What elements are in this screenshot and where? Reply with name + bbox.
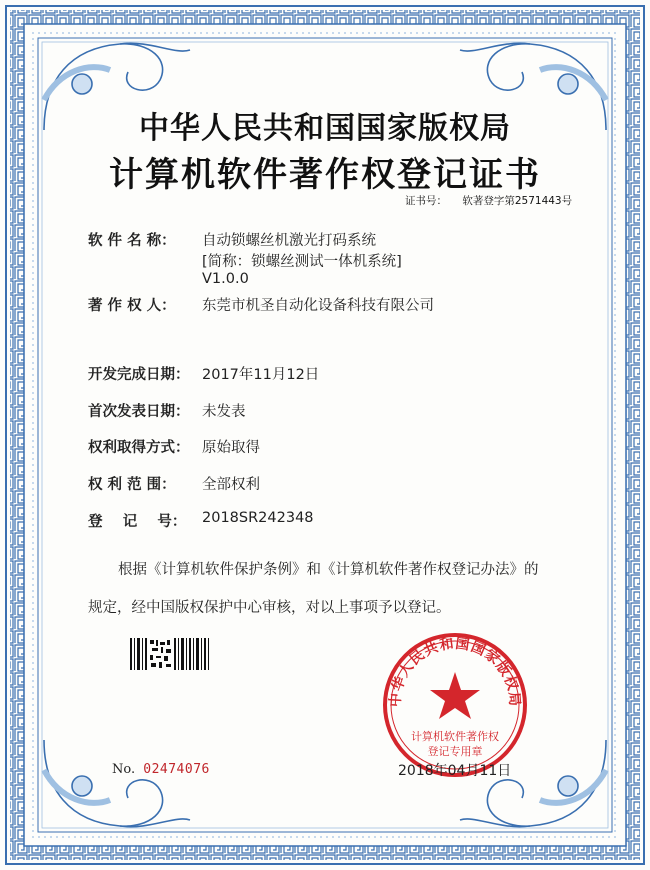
issue-date: 2018年04月11日 [398, 763, 512, 779]
dev-date-label: 开发完成日期： [88, 367, 190, 383]
owner-label: 著 作 权 人： [88, 298, 176, 314]
serial-number-label: No. [112, 762, 136, 777]
seal-inner-line-2: 登记专用章 [427, 745, 483, 758]
seal-ring-text: 中华人民共和国国家版权局 [387, 635, 523, 708]
serial-number [112, 762, 210, 777]
statement-line-2: 规定，经中国版权保护中心审核，对以上事项予以登记。 [88, 600, 451, 616]
software-version: V1.0.0 [202, 271, 249, 287]
acquire-method-value: 原始取得 [202, 440, 260, 456]
dev-date-row [88, 363, 320, 384]
software-name-label: 软 件 名 称： [88, 233, 176, 249]
dev-date-value: 2017年11月12日 [202, 367, 320, 383]
acquire-method-row [88, 436, 260, 457]
software-name-row [88, 229, 376, 250]
publish-date-value: 未发表 [202, 404, 246, 420]
barcode-icon [130, 638, 210, 670]
seal-star-icon [430, 672, 480, 719]
statement-line-1: 根据《计算机软件保护条例》和《计算机软件著作权登记办法》的 [118, 562, 539, 578]
owner-value: 东莞市机圣自动化设备科技有限公司 [202, 298, 434, 314]
issuing-authority: 中华人民共和国国家版权局 [139, 111, 511, 146]
certificate-number [405, 193, 572, 208]
acquire-method-label: 权利取得方式： [88, 440, 190, 456]
rights-scope-row [88, 473, 260, 494]
software-short-name: [简称：锁螺丝测试一体机系统] [202, 254, 402, 270]
software-name-value: 自动锁螺丝机激光打码系统 [202, 233, 376, 249]
certificate-number-label: 证书号： [405, 195, 447, 207]
publish-date-label: 首次发表日期： [88, 404, 190, 420]
registration-number-value: 2018SR242348 [202, 510, 314, 526]
registration-number-row [88, 510, 314, 531]
registration-number-label: 登 记 号： [88, 514, 187, 530]
serial-number-value: 02474076 [143, 762, 210, 777]
official-seal [380, 630, 530, 780]
rights-scope-label: 权 利 范 围： [88, 477, 176, 493]
certificate-number-value: 软著登字第2571443号 [462, 195, 573, 207]
seal-inner-line-1: 计算机软件著作权 [411, 730, 499, 743]
publish-date-row [88, 400, 246, 421]
owner-row [88, 294, 434, 315]
rights-scope-value: 全部权利 [202, 477, 260, 493]
certificate-title: 计算机软件著作权登记证书 [109, 155, 541, 195]
